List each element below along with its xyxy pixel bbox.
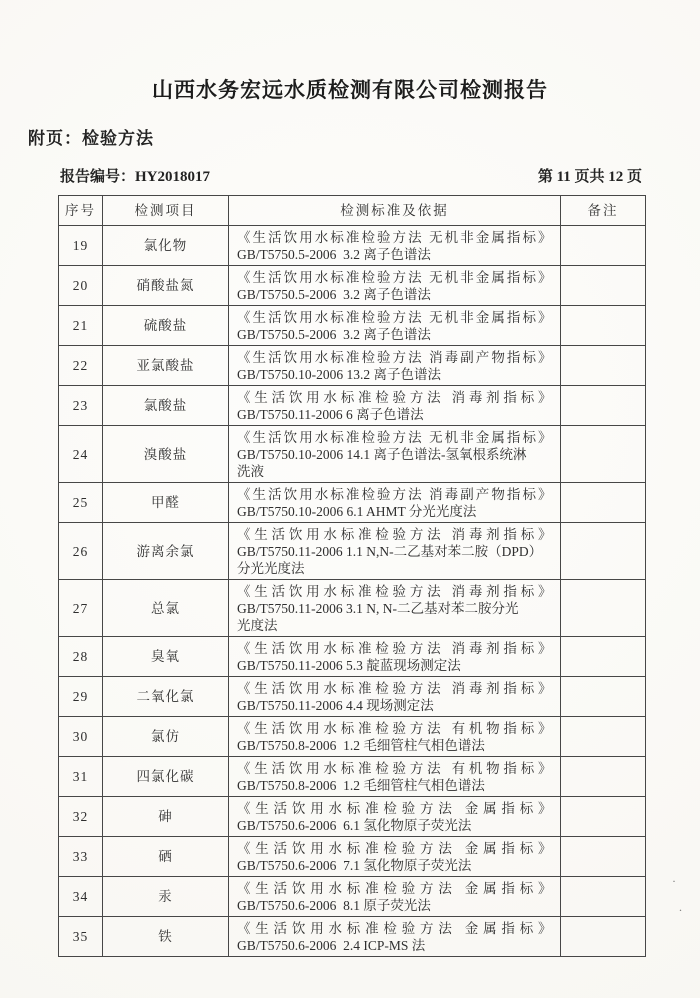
seq-cell: 28	[59, 637, 103, 677]
seq-cell: 32	[59, 797, 103, 837]
standard-method-line: 分光光度法	[237, 560, 305, 576]
standard-cell	[229, 637, 561, 677]
standard-cell	[229, 717, 561, 757]
scan-artifact-dot: ·	[672, 874, 676, 888]
standard-cell	[229, 306, 561, 346]
table-row	[59, 426, 646, 483]
table-row	[59, 917, 646, 957]
standard-method-line: GB/T5750.5-2006 3.2 离子色谱法	[237, 326, 431, 342]
remark-cell	[561, 917, 646, 957]
standard-cell	[229, 426, 561, 483]
table-row	[59, 637, 646, 677]
standard-cell	[229, 917, 561, 957]
remark-cell	[561, 426, 646, 483]
table-row	[59, 677, 646, 717]
standard-cell	[229, 757, 561, 797]
standard-title-line: 《生活饮用水标准检验方法 无机非金属指标》	[237, 269, 552, 285]
item-cell: 汞	[103, 877, 229, 917]
report-number: 报告编号：HY2018017	[60, 169, 211, 185]
table-row	[59, 483, 646, 523]
seq-cell: 27	[59, 580, 103, 637]
remark-cell	[561, 306, 646, 346]
item-cell: 溴酸盐	[103, 426, 229, 483]
standard-method-line: 光度法	[237, 617, 278, 633]
standard-title-line: 《生活饮用水标准检验方法 金属指标》	[237, 840, 552, 856]
methods-table-body	[59, 226, 646, 957]
table-row	[59, 877, 646, 917]
item-cell: 铁	[103, 917, 229, 957]
standard-title-line: 《生活饮用水标准检验方法 金属指标》	[237, 920, 552, 936]
report-meta-row	[60, 165, 642, 186]
standard-title-line: 《生活饮用水标准检验方法 消毒剂指标》	[237, 526, 552, 542]
remark-cell	[561, 523, 646, 580]
item-cell: 硒	[103, 837, 229, 877]
table-row	[59, 523, 646, 580]
standard-method-line: GB/T5750.8-2006 1.2 毛细管柱气相色谱法	[237, 737, 485, 753]
standard-method-line: GB/T5750.11-2006 5.3 靛蓝现场测定法	[237, 657, 461, 673]
table-header-row	[59, 196, 646, 226]
remark-cell	[561, 757, 646, 797]
seq-cell: 33	[59, 837, 103, 877]
remark-cell	[561, 877, 646, 917]
seq-cell: 23	[59, 386, 103, 426]
standard-title-line: 《生活饮用水标准检验方法 消毒剂指标》	[237, 680, 552, 696]
table-row	[59, 580, 646, 637]
item-cell: 硫酸盐	[103, 306, 229, 346]
item-cell: 游离余氯	[103, 523, 229, 580]
seq-cell: 21	[59, 306, 103, 346]
remark-cell	[561, 637, 646, 677]
standard-method-line: GB/T5750.6-2006 6.1 氢化物原子荧光法	[237, 817, 472, 833]
seq-cell: 20	[59, 266, 103, 306]
header-standard: 检测标准及依据	[229, 196, 561, 226]
standard-title-line: 《生活饮用水标准检验方法 消毒剂指标》	[237, 389, 552, 405]
item-cell: 氯化物	[103, 226, 229, 266]
standard-method-line: GB/T5750.11-2006 4.4 现场测定法	[237, 697, 434, 713]
standard-title-line: 《生活饮用水标准检验方法 消毒副产物指标》	[237, 486, 552, 502]
scan-artifact-dot: .	[679, 900, 682, 914]
table-row	[59, 386, 646, 426]
table-row	[59, 797, 646, 837]
remark-cell	[561, 717, 646, 757]
standard-method-line: GB/T5750.10-2006 13.2 离子色谱法	[237, 366, 441, 382]
item-cell: 氯仿	[103, 717, 229, 757]
standard-cell	[229, 226, 561, 266]
item-cell: 甲醛	[103, 483, 229, 523]
remark-cell	[561, 483, 646, 523]
remark-cell	[561, 226, 646, 266]
standard-method-line: GB/T5750.10-2006 6.1 AHMT 分光光度法	[237, 503, 477, 519]
table-row	[59, 346, 646, 386]
attachment-label: 附页：检验方法	[28, 129, 154, 148]
item-cell: 亚氯酸盐	[103, 346, 229, 386]
standard-cell	[229, 386, 561, 426]
seq-cell: 34	[59, 877, 103, 917]
item-cell: 二氧化氯	[103, 677, 229, 717]
standard-method-line: GB/T5750.5-2006 3.2 离子色谱法	[237, 286, 431, 302]
methods-table	[58, 195, 646, 957]
standard-cell	[229, 877, 561, 917]
page-indicator: 第 11 页共 12 页	[537, 169, 642, 185]
standard-cell	[229, 266, 561, 306]
seq-cell: 26	[59, 523, 103, 580]
remark-cell	[561, 386, 646, 426]
item-cell: 总氯	[103, 580, 229, 637]
header-item: 检测项目	[103, 196, 229, 226]
table-row	[59, 717, 646, 757]
seq-cell: 24	[59, 426, 103, 483]
remark-cell	[561, 346, 646, 386]
standard-method-line: GB/T5750.6-2006 7.1 氢化物原子荧光法	[237, 857, 472, 873]
seq-cell: 19	[59, 226, 103, 266]
standard-method-line: GB/T5750.11-2006 3.1 N, N-二乙基对苯二胺分光	[237, 600, 519, 616]
standard-method-line: GB/T5750.8-2006 1.2 毛细管柱气相色谱法	[237, 777, 485, 793]
item-cell: 氯酸盐	[103, 386, 229, 426]
remark-cell	[561, 266, 646, 306]
seq-cell: 29	[59, 677, 103, 717]
table-row	[59, 757, 646, 797]
standard-method-line: GB/T5750.6-2006 8.1 原子荧光法	[237, 897, 431, 913]
standard-cell	[229, 837, 561, 877]
standard-cell	[229, 797, 561, 837]
standard-title-line: 《生活饮用水标准检验方法 有机物指标》	[237, 760, 552, 776]
standard-title-line: 《生活饮用水标准检验方法 无机非金属指标》	[237, 429, 552, 445]
standard-method-line: GB/T5750.5-2006 3.2 离子色谱法	[237, 246, 431, 262]
standard-cell	[229, 523, 561, 580]
standard-title-line: 《生活饮用水标准检验方法 消毒剂指标》	[237, 640, 552, 656]
standard-title-line: 《生活饮用水标准检验方法 金属指标》	[237, 880, 552, 896]
standard-title-line: 《生活饮用水标准检验方法 有机物指标》	[237, 720, 552, 736]
standard-method-line: GB/T5750.11-2006 6 离子色谱法	[237, 406, 424, 422]
standard-method-line: GB/T5750.11-2006 1.1 N,N-二乙基对苯二胺（DPD）	[237, 543, 543, 559]
standard-cell	[229, 346, 561, 386]
page-title: 山西水务宏远水质检测有限公司检测报告	[152, 79, 548, 102]
standard-method-line: GB/T5750.10-2006 14.1 离子色谱法-氢氧根系统淋	[237, 446, 527, 462]
standard-title-line: 《生活饮用水标准检验方法 无机非金属指标》	[237, 309, 552, 325]
seq-cell: 31	[59, 757, 103, 797]
standard-method-line: GB/T5750.6-2006 2.4 ICP-MS 法	[237, 937, 426, 953]
remark-cell	[561, 837, 646, 877]
table-row	[59, 837, 646, 877]
seq-cell: 30	[59, 717, 103, 757]
remark-cell	[561, 797, 646, 837]
item-cell: 四氯化碳	[103, 757, 229, 797]
table-row	[59, 306, 646, 346]
item-cell: 硝酸盐氮	[103, 266, 229, 306]
table-row	[59, 226, 646, 266]
header-seq: 序号	[59, 196, 103, 226]
standard-method-line: 洗液	[237, 463, 264, 479]
standard-title-line: 《生活饮用水标准检验方法 金属指标》	[237, 800, 552, 816]
standard-cell	[229, 483, 561, 523]
table-row	[59, 266, 646, 306]
seq-cell: 25	[59, 483, 103, 523]
header-remark: 备注	[561, 196, 646, 226]
seq-cell: 22	[59, 346, 103, 386]
remark-cell	[561, 580, 646, 637]
standard-title-line: 《生活饮用水标准检验方法 消毒副产物指标》	[237, 349, 552, 365]
remark-cell	[561, 677, 646, 717]
item-cell: 砷	[103, 797, 229, 837]
standard-cell	[229, 677, 561, 717]
seq-cell: 35	[59, 917, 103, 957]
standard-title-line: 《生活饮用水标准检验方法 无机非金属指标》	[237, 229, 552, 245]
item-cell: 臭氧	[103, 637, 229, 677]
standard-cell	[229, 580, 561, 637]
standard-title-line: 《生活饮用水标准检验方法 消毒剂指标》	[237, 583, 552, 599]
